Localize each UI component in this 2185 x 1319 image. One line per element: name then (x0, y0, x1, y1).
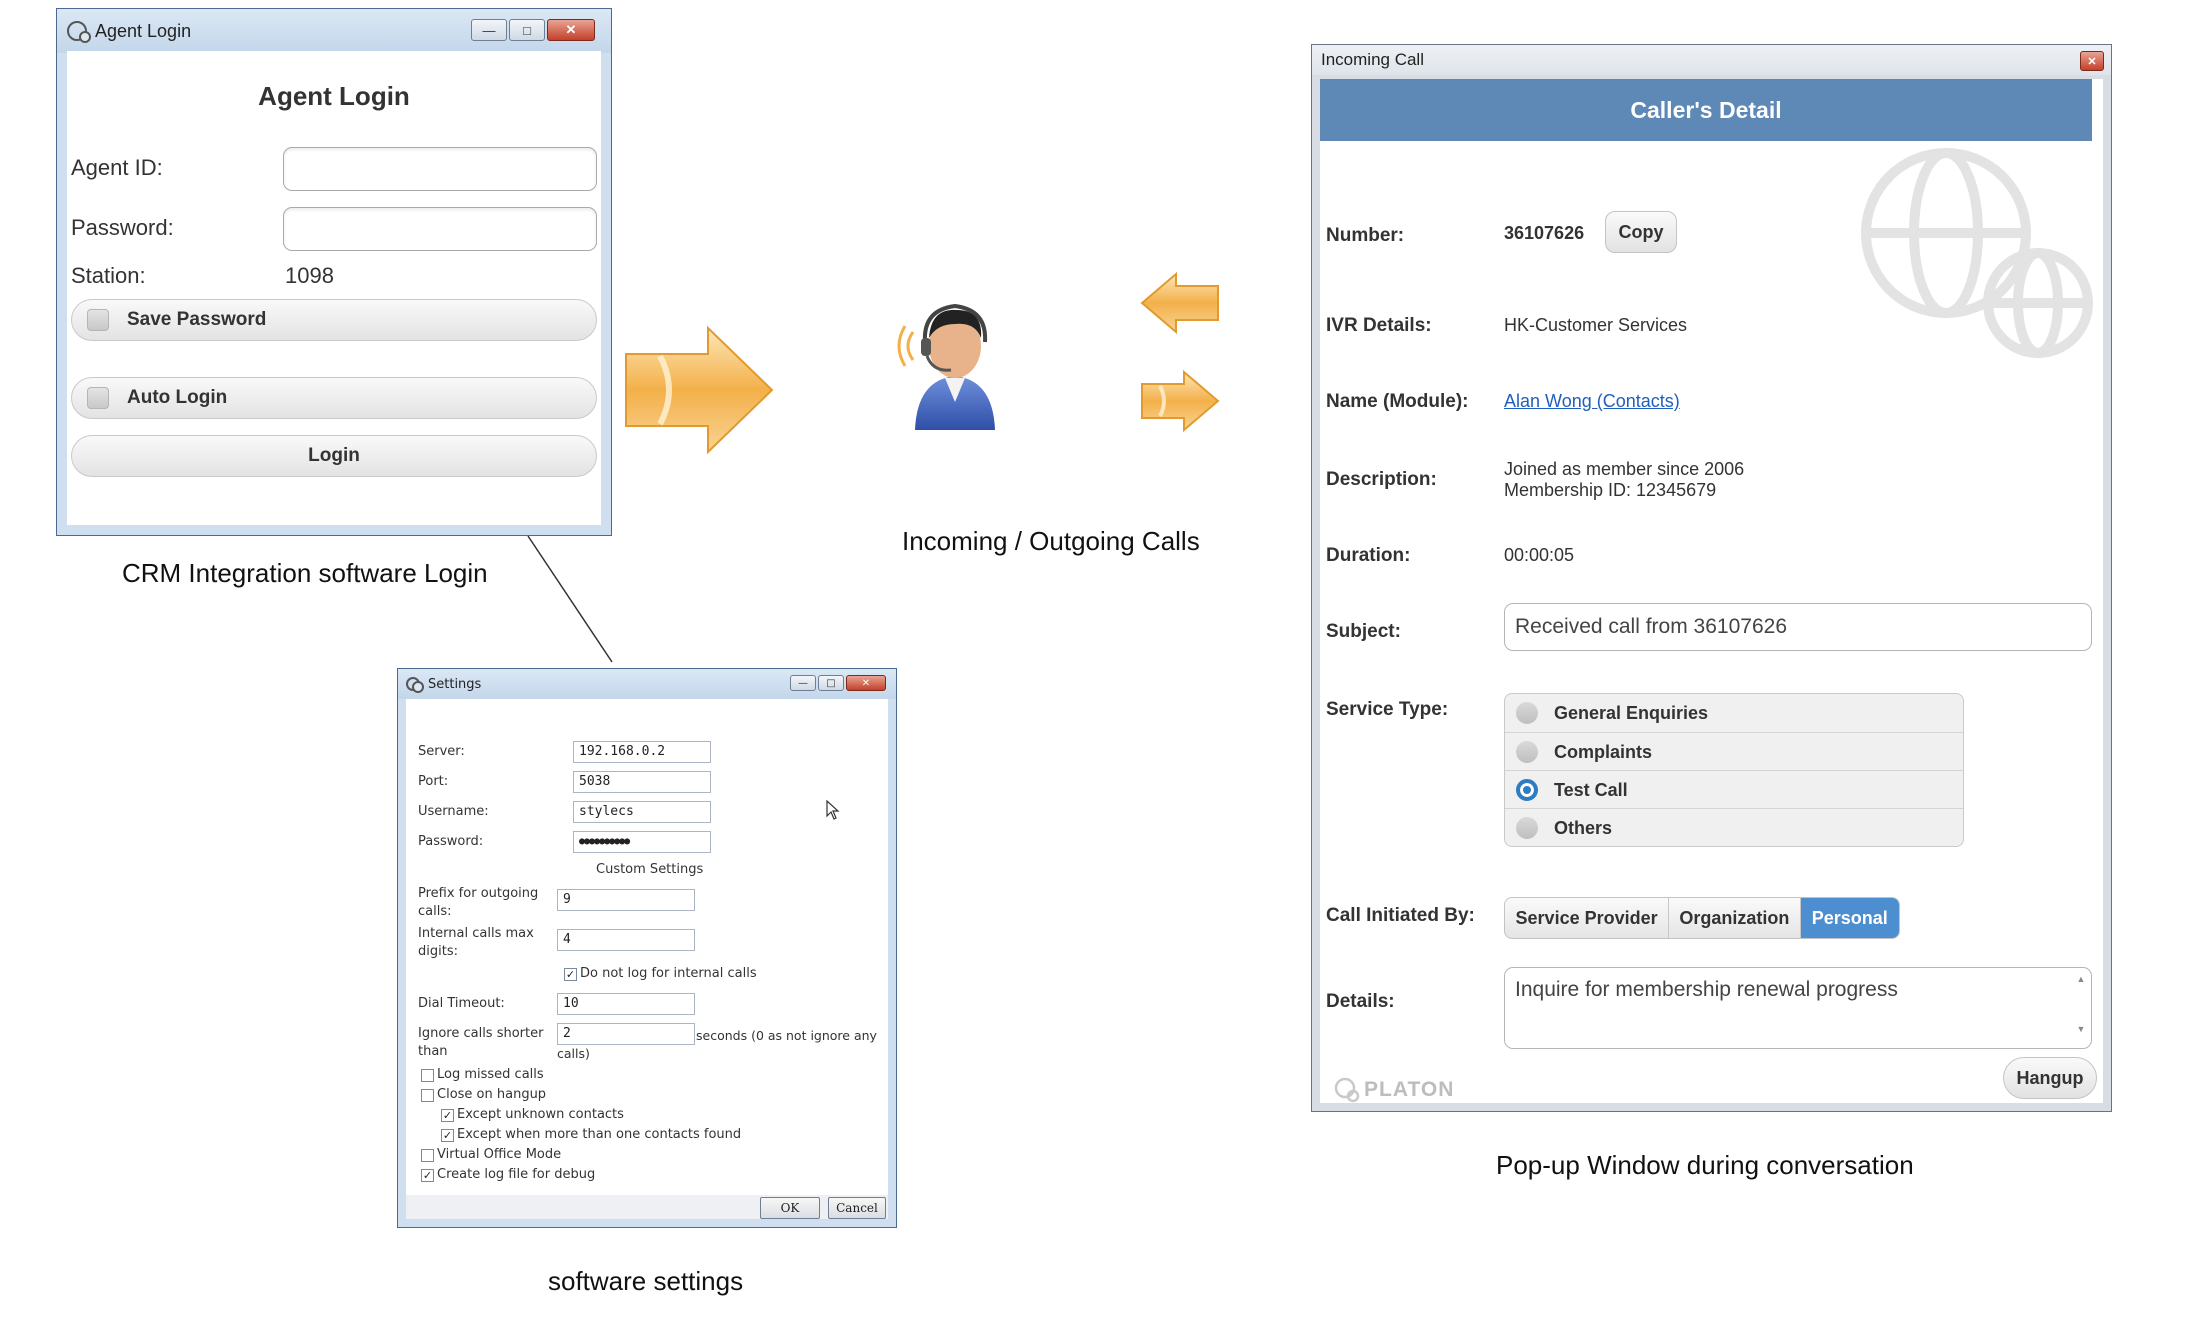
caller-detail-title: Caller's Detail (1630, 96, 1782, 123)
except-unknown-checkbox[interactable]: ✓ (442, 1109, 453, 1122)
details-label: Details: (1326, 991, 1395, 1012)
number-label: Number: (1326, 225, 1405, 246)
auto-login-checkbox[interactable] (87, 387, 109, 409)
station-label: Station: (71, 263, 146, 288)
log-missed-checkbox[interactable] (421, 1069, 434, 1082)
do-not-log-checkbox[interactable]: ✓ (565, 968, 576, 981)
subject-label: Subject: (1326, 621, 1401, 642)
settings-minimize-button[interactable]: — (790, 675, 816, 691)
virtual-office-checkbox[interactable] (421, 1149, 434, 1162)
minimize-button[interactable]: — (471, 19, 507, 41)
call-window-title: Incoming Call (1321, 50, 1424, 69)
duration-value: 00:00:05 (1504, 545, 1575, 565)
incoming-arrow-icon (1138, 270, 1224, 336)
password-label: Password: (71, 215, 174, 240)
settings-password-input[interactable]: ●●●●●●●●●● (573, 831, 711, 853)
radio-button-selected[interactable] (1516, 779, 1538, 801)
center-caption: Incoming / Outgoing Calls (902, 526, 1200, 556)
except-unknown-label: Except unknown contacts (457, 1107, 624, 1122)
prefix-input[interactable]: 9 (557, 889, 695, 911)
service-type-option-label: Complaints (1554, 741, 1653, 762)
radio-button[interactable] (1516, 702, 1538, 724)
window-title: Agent Login (95, 20, 192, 41)
save-password-checkbox[interactable] (87, 309, 109, 331)
auto-login-toggle[interactable] (71, 377, 597, 419)
port-input[interactable]: 5038 (573, 771, 711, 793)
globe-watermark-icon (1860, 147, 2096, 361)
details-textarea[interactable] (1504, 967, 2092, 1049)
password-input[interactable] (283, 207, 597, 251)
segment-service-provider[interactable]: Service Provider (1515, 907, 1658, 928)
details-value: Inquire for membership renewal progress (1515, 978, 1898, 1001)
service-type-group (1504, 693, 1964, 847)
except-multiple-label: Except when more than one contacts found (457, 1127, 742, 1142)
duration-label: Duration: (1326, 545, 1411, 566)
service-type-option-label: General Enquiries (1554, 702, 1709, 723)
call-initiated-label: Call Initiated By: (1326, 905, 1475, 926)
settings-title: Settings (428, 676, 482, 692)
dial-timeout-input[interactable]: 10 (557, 993, 695, 1015)
name-label: Name (Module): (1326, 391, 1469, 412)
description-line-2: Membership ID: 12345679 (1504, 480, 1717, 500)
server-label: Server: (418, 744, 465, 759)
login-button[interactable] (71, 435, 597, 477)
connector-line (520, 530, 620, 670)
details-scrollbar[interactable]: ▲ ▼ (2076, 974, 2086, 1034)
port-label: Port: (418, 774, 449, 789)
segment-personal-selected[interactable]: Personal (1800, 898, 1900, 938)
settings-app-icon (406, 677, 420, 691)
platon-logo-icon (1334, 1077, 1360, 1103)
do-not-log-label: Do not log for internal calls (580, 966, 757, 981)
platon-logo (1334, 1077, 1454, 1103)
mouse-cursor-icon (826, 800, 844, 822)
settings-form (406, 699, 888, 1219)
username-label: Username: (418, 804, 489, 819)
call-title-bar (1312, 45, 2111, 75)
maximize-button[interactable]: □ (509, 19, 545, 41)
server-input[interactable]: 192.168.0.2 (573, 741, 711, 763)
settings-close-button[interactable]: ✕ (846, 675, 886, 691)
subject-value: Received call from 36107626 (1515, 615, 1787, 638)
settings-password-label: Password: (418, 834, 484, 849)
ignore-calls-label: Ignore calls shorter than (418, 1026, 544, 1059)
app-icon (67, 21, 87, 41)
caller-detail-panel (1320, 79, 2103, 1103)
station-value: 1098 (285, 263, 334, 288)
service-type-label: Service Type: (1326, 699, 1449, 720)
create-log-checkbox[interactable]: ✓ (422, 1169, 433, 1182)
login-heading: Agent Login (258, 81, 410, 111)
call-close-button[interactable]: ✕ (2080, 51, 2104, 71)
settings-caption: software settings (548, 1266, 744, 1296)
virtual-office-label: Virtual Office Mode (437, 1147, 562, 1162)
ivr-value: HK-Customer Services (1504, 315, 1688, 335)
username-input[interactable]: stylecs (573, 801, 711, 823)
login-form (67, 51, 601, 525)
ignore-calls-input[interactable]: 2 (557, 1023, 695, 1045)
title-bar (57, 9, 611, 53)
ok-button[interactable]: OK (760, 1197, 820, 1219)
save-password-toggle[interactable] (71, 299, 597, 341)
agent-id-label: Agent ID: (71, 155, 163, 180)
settings-maximize-button[interactable]: □ (818, 675, 844, 691)
create-log-label: Create log file for debug (437, 1167, 596, 1182)
radio-button[interactable] (1516, 817, 1538, 839)
call-initiated-segmented-control (1504, 897, 1900, 939)
copy-button[interactable] (1605, 211, 1677, 253)
copy-button-label: Copy (1618, 221, 1664, 242)
settings-title-bar (398, 669, 896, 699)
internal-max-label: Internal calls max digits: (418, 926, 534, 959)
caller-detail-header (1320, 79, 2092, 141)
call-caption: Pop-up Window during conversation (1496, 1150, 1914, 1180)
agent-login-window (56, 8, 612, 536)
service-type-option-selected[interactable] (1505, 770, 1963, 809)
close-on-hangup-label: Close on hangup (437, 1087, 547, 1102)
agent-id-input[interactable] (283, 147, 597, 191)
large-right-arrow-icon (620, 322, 780, 458)
agent-headset-icon (895, 280, 1015, 440)
ivr-label: IVR Details: (1326, 315, 1432, 336)
close-on-hangup-checkbox[interactable] (421, 1089, 434, 1102)
hangup-button[interactable] (2003, 1057, 2097, 1099)
save-password-label: Save Password (127, 309, 267, 330)
service-type-option[interactable] (1505, 808, 1963, 847)
description-label: Description: (1326, 469, 1437, 490)
prefix-label: Prefix for outgoing calls: (418, 886, 539, 919)
service-type-option[interactable] (1505, 694, 1963, 732)
service-type-option[interactable] (1505, 732, 1963, 771)
segment-organization[interactable]: Organization (1668, 898, 1799, 938)
cancel-button[interactable]: Cancel (828, 1197, 886, 1219)
login-caption: CRM Integration software Login (122, 558, 488, 588)
subject-input[interactable] (1504, 603, 2092, 651)
service-type-option-label: Test Call (1554, 779, 1628, 800)
custom-settings-heading: Custom Settings (596, 862, 704, 877)
description-line-1: Joined as member since 2006 (1504, 459, 1745, 479)
login-button-label: Login (308, 445, 360, 466)
dial-timeout-label: Dial Timeout: (418, 996, 505, 1011)
contact-name-link[interactable]: Alan Wong (Contacts) (1504, 391, 1680, 411)
hangup-button-label: Hangup (2016, 1067, 2084, 1088)
outgoing-arrow-icon (1138, 368, 1224, 434)
close-button[interactable]: ✕ (547, 19, 595, 41)
incoming-call-window (1311, 44, 2112, 1112)
settings-window (397, 668, 897, 1228)
auto-login-label: Auto Login (127, 387, 228, 408)
log-missed-label: Log missed calls (437, 1067, 544, 1082)
number-value: 36107626 (1504, 223, 1585, 243)
internal-max-input[interactable]: 4 (557, 929, 695, 951)
ignore-calls-suffix: seconds (0 as not ignore any calls) (557, 1028, 877, 1061)
platon-brand-text: PLATON (1364, 1078, 1455, 1101)
service-type-option-label: Others (1554, 817, 1613, 838)
except-multiple-checkbox[interactable]: ✓ (442, 1129, 453, 1142)
radio-button[interactable] (1516, 741, 1538, 763)
